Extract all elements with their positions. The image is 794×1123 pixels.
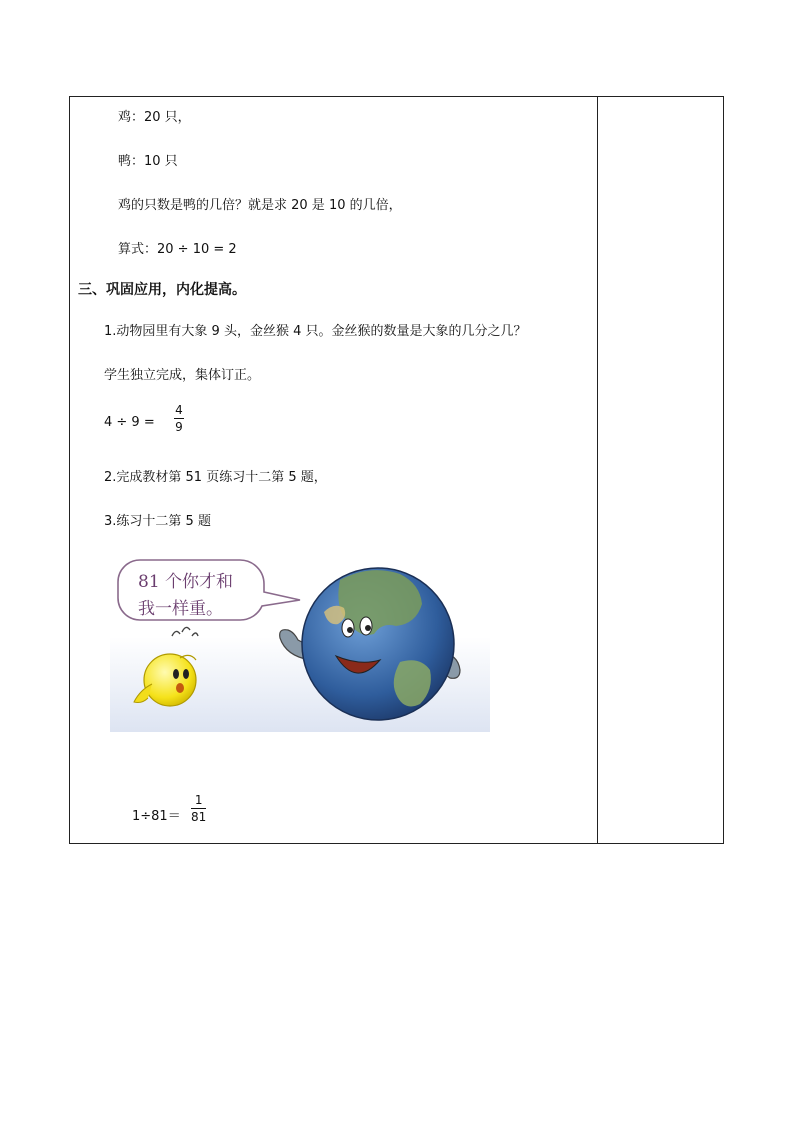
question-line: 鸡的只数是鸭的几倍？就是求 20 是 10 的几倍，: [118, 198, 402, 213]
fraction-bar: [191, 808, 206, 809]
fraction-denominator: 9: [175, 420, 183, 434]
duck-line: 鸭：10 只: [118, 154, 178, 169]
question-3: 3.练习十二第 5 题: [104, 514, 211, 529]
speech-line-2: 我一样重。: [138, 599, 223, 619]
question-1-expression: 4 ÷ 9 =: [104, 415, 155, 430]
final-fraction: [191, 793, 206, 824]
column-divider: [597, 97, 598, 843]
question-1-fraction: [174, 403, 184, 434]
earth-illustration: [110, 552, 490, 732]
fraction-bar: [174, 418, 184, 419]
chicken-line: 鸡：20 只，: [118, 110, 191, 125]
final-expression: 1÷81＝: [132, 809, 181, 824]
fraction-denominator: 81: [191, 810, 207, 824]
fraction-numerator: 1: [194, 793, 203, 807]
formula-line: 算式：20 ÷ 10 = 2: [118, 242, 237, 257]
speech-bubble: [118, 560, 300, 620]
lesson-table: [69, 96, 724, 844]
question-1-note: 学生独立完成，集体订正。: [104, 368, 261, 383]
speech-line-1: 81 个你才和: [138, 572, 234, 592]
question-1: 1.动物园里有大象 9 头，金丝猴 4 只。金丝猴的数量是大象的几分之几？: [104, 324, 527, 339]
question-2: 2.完成教材第 51 页练习十二第 5 题，: [104, 470, 327, 485]
section-heading: 三、巩固应用，内化提高。: [78, 282, 246, 298]
fraction-numerator: 4: [175, 403, 183, 417]
